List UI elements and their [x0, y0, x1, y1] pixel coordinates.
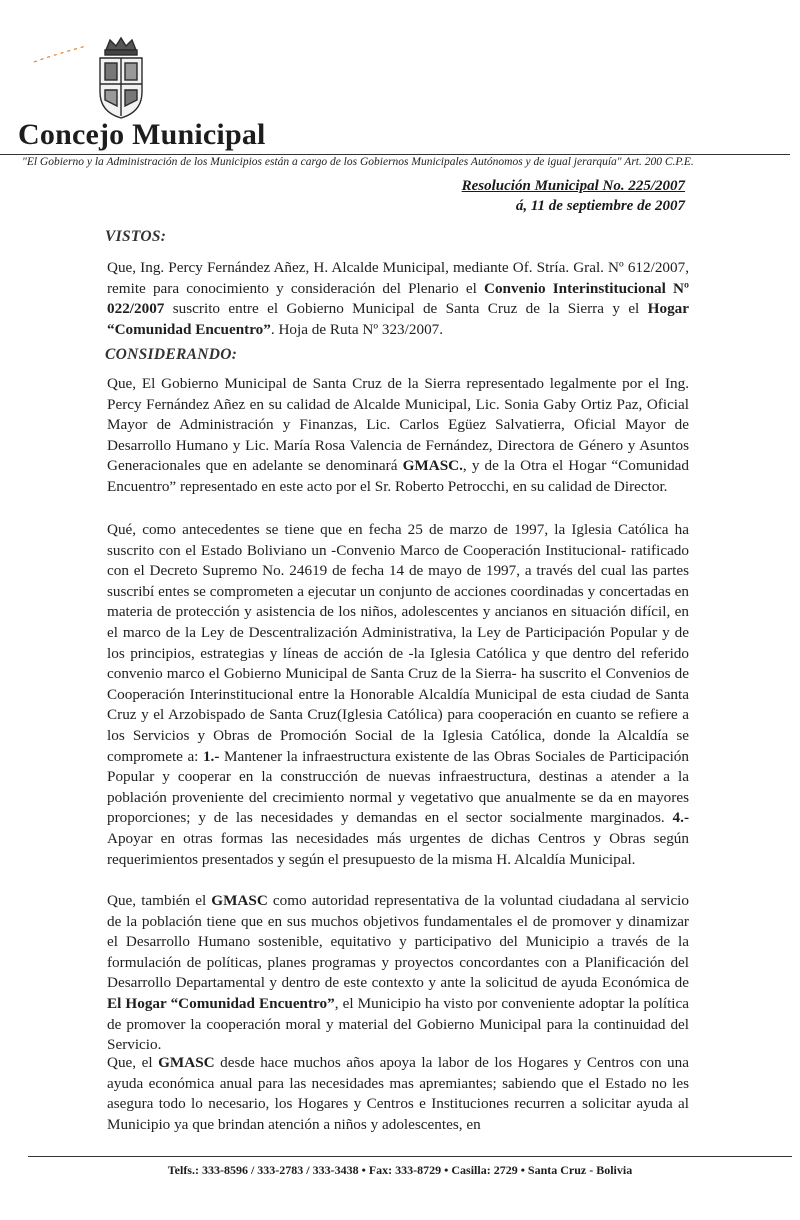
- resolution-reference: [462, 176, 685, 216]
- resolution-title: Resolución Municipal No. 225/2007: [461, 178, 685, 194]
- resolution-date: á, 11 de septiembre de 2007: [515, 198, 685, 214]
- footer-contact: Telfs.: 333-8596 / 333-2783 / 333-3438 • Fax: 333-8729 • Casilla: 2729 • Santa Cruz - Bolivia: [167, 1163, 633, 1177]
- org-name: Concejo Municipal: [18, 118, 266, 151]
- paragraph-antecedents: Qué, como antecedentes se tiene que en fecha 25 de marzo de 1997, la Iglesia Católica ha suscrito con el Estado Boliviano un -Convenio Marco de Cooperación Institucional- ratificado con el Decreto Supremo No. 24619 de fecha 14 de mayo de 1997, a través del cual las partes suscribí entes se comprometen a ejecutar un conjunto de acciones coordinadas y concertadas en materia de protección y asistencia de los niños, adolescentes y ancianos en situación difícil, en el marco de la Ley de Descentralización Administrativa, la Ley de Participación Popular y de los principios, estrategias y líneas de acción de -la Iglesia Católica y que dentro del referido convenio marco el Gobierno Municipal de Santa Cruz de la Sierra- ha suscrito el Convenios de Cooperación Interinstitucional entre la Honorable Alcaldía Municipal de esta ciudad de Santa Cruz y el Arzobispado de Santa Cruz(Iglesia Católica) para cooperación en cuanto se refiere a los Servicios y Obras de Promoción Social de la Iglesia Católica, donde la Alcaldía se compromete a: 1.- Mantener la infraestructura existente de las Obras Sociales de Participación Popular y cooperar en la construcción de nuevas infraestructura, destinas a atender a la población proveniente del crecimiento normal y vegetativo que anualmente se da en mayores proporciones; y de las necesidades y demandas en el sector socialmente marginados. 4.- Apoyar en otras formas las necesidades más urgentes de dichas Centros y Obras según requerimientos presentados y según el presupuesto de la misma H. Alcaldía Municipal.: [107, 521, 689, 868]
- coat-of-arms-icon: [92, 36, 150, 120]
- paragraph-support: Que, el GMASC desde hace muchos años apoya la labor de los Hogares y Centros con una ayuda económica anual para las necesidades mas apremiantes; sabiendo que el Estado no les asegura todo lo necesario, los Hogares y Centros e Instituciones recurren a solicitar ayuda al Municipio ya que brindan atención a niños y adolescentes, en: [107, 1054, 689, 1133]
- paragraph-gmasc-role: Que, también el GMASC como autoridad representativa de la voluntad ciudadana al servicio de la población tiene que en sus muchos objetivos fundamentales el de promover y dinamizar el Desarrollo Humano sostenible, equitativo y participativo del Municipio a través de la formulación de políticas, planes programas y proyectos concordantes con a Planificación del Desarrollo Departamental y dentro de este contexto y ante la solicitud de ayuda Económica de El Hogar “Comunidad Encuentro”, el Municipio ha visto por conveniente adoptar la política de promover la cooperación moral y material del Gobierno Municipal para la continuidad del Servicio.: [107, 892, 689, 1054]
- footer-divider: [28, 1156, 792, 1157]
- paragraph-parties: Que, El Gobierno Municipal de Santa Cruz de la Sierra representado legalmente por el Ing. Percy Fernández Añez en su calidad de Alcalde Municipal, Lic. Sonia Gaby Ortiz Paz, Oficial Mayor de Administración y Finanzas, Lic. Carlos Egüez Salvatierra, Oficial Mayor de Desarrollo Humano y Lic. María Rosa Valencia de Fernández, Directora de Género y Asuntos Generacionales que en adelante se denominará GMASC., y de la Otra el Hogar “Comunidad Encuentro” representado en este acto por el Sr. Roberto Petrocchi, en su calidad de Director.: [107, 375, 690, 495]
- header-divider: [0, 154, 790, 155]
- section-considerando: CONSIDERANDO:: [105, 346, 238, 363]
- motto: "El Gobierno y la Administración de los Municipios están a cargo de los Gobiernos Municipales Autónomos y de igual jerarquía" Art. 200 C.P.E.: [22, 156, 694, 168]
- paragraph-vistos: Que, Ing. Percy Fernández Añez, H. Alcalde Municipal, mediante Of. Stría. Gral. Nº 612/2007, remite para conocimiento y consideración del Plenario el Convenio Interinstitucional Nº 022/2007 suscrito entre el Gobierno Municipal de Santa Cruz de la Sierra y el Hogar “Comunidad Encuentro”. Hoja de Ruta Nº 323/2007.: [107, 259, 689, 338]
- pen-mark: [30, 42, 90, 66]
- section-vistos: VISTOS:: [105, 228, 167, 245]
